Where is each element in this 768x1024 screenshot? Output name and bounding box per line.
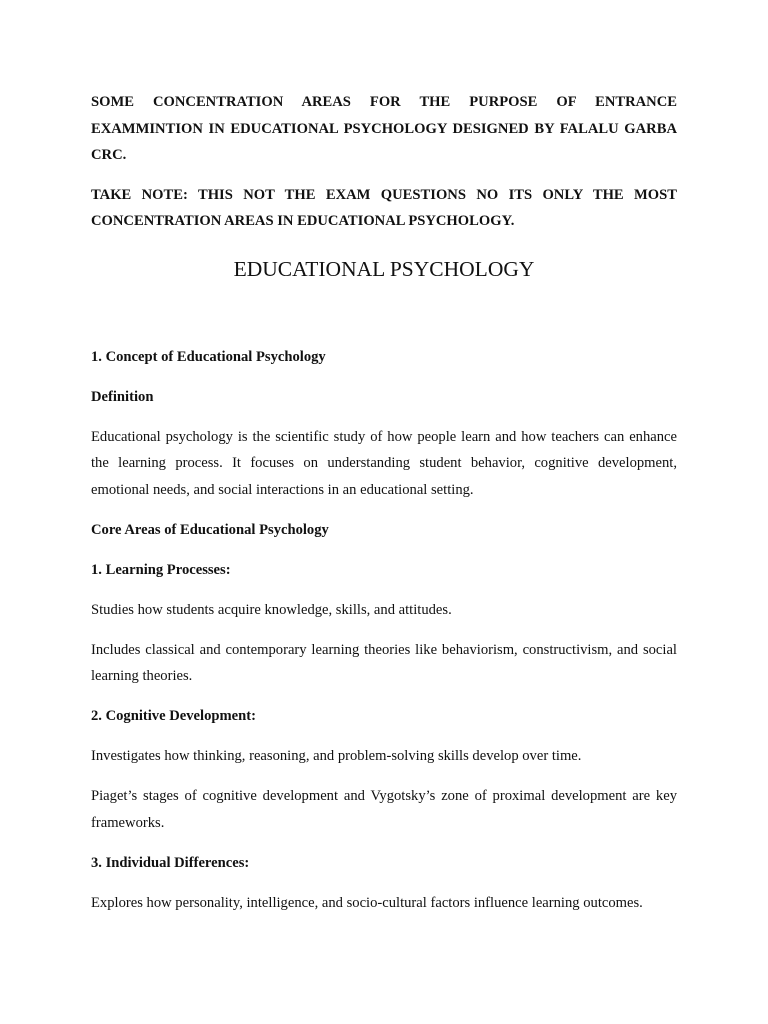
area-paragraph: Studies how students acquire knowledge, skills, and attitudes. <box>91 601 452 618</box>
section-heading: 1. Concept of Educational Psychology <box>91 348 326 365</box>
area-paragraph: Includes classical and contemporary learning theories like behaviorism, constructivism, and social learning theories. <box>91 641 677 684</box>
definition-text: Educational psychology is the scientific study of how people learn and how teachers can enhance the learning process. It focuses on understanding student behavior, cognitive development, emotional needs, and social interactions in an educational setting. <box>91 428 677 498</box>
area-paragraph: Piaget’s stages of cognitive development and Vygotsky’s zone of proximal development are key frameworks. <box>91 788 677 831</box>
page-content <box>91 89 677 916</box>
document-title: EDUCATIONAL PSYCHOLOGY <box>233 256 535 281</box>
area-heading-cognitive: 2. Cognitive Development: <box>91 708 256 724</box>
area-paragraph: Explores how personality, intelligence, and socio-cultural factors influence learning outcomes. <box>91 894 643 911</box>
area-paragraph: Investigates how thinking, reasoning, and problem-solving skills develop over time. <box>91 748 582 764</box>
intro-heading: SOME CONCENTRATION AREAS FOR THE PURPOSE OF ENTRANCE EXAMMINTION IN EDUCATIONAL PSYCHOLOGY DESIGNED BY FALALU GARBA CRC. <box>91 94 677 163</box>
core-areas-label: Core Areas of Educational Psychology <box>91 521 329 538</box>
intro-note: TAKE NOTE: THIS NOT THE EXAM QUESTIONS NO ITS ONLY THE MOST CONCENTRATION AREAS IN EDUCATIONAL PSYCHOLOGY. <box>91 186 677 229</box>
area-heading-individual: 3. Individual Differences: <box>91 854 250 871</box>
definition-label: Definition <box>91 388 154 405</box>
area-heading-learning: 1. Learning Processes: <box>91 561 231 578</box>
